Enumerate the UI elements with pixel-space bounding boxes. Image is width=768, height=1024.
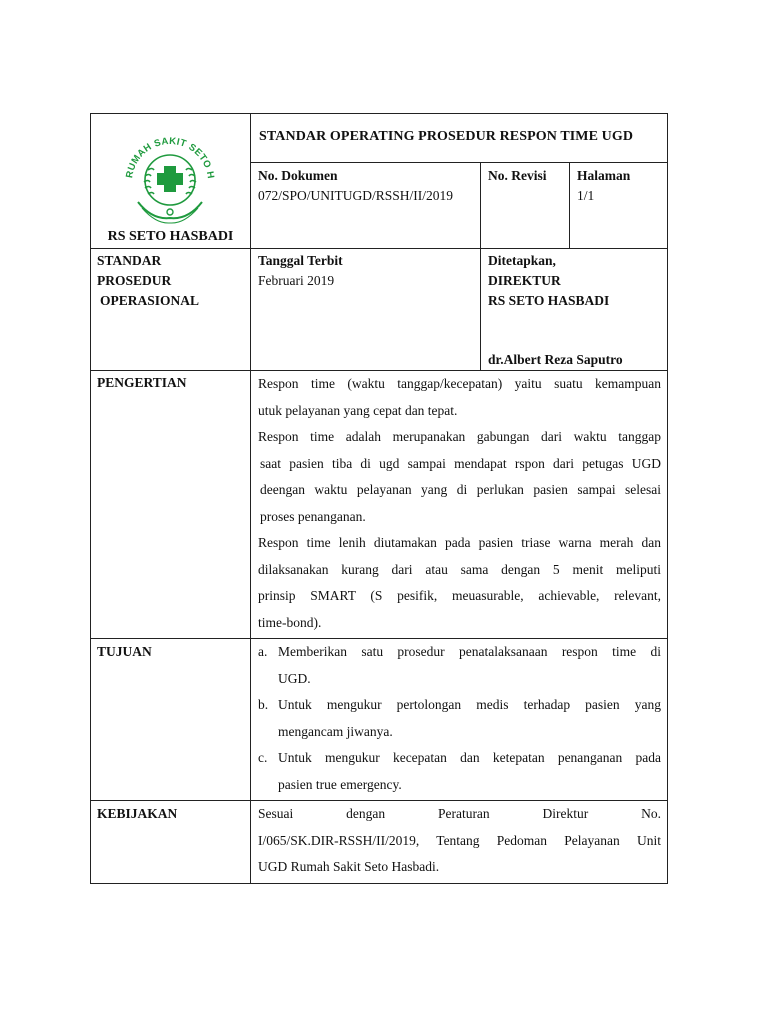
kebijakan-word: Direktur xyxy=(542,806,589,821)
spo-label-line2: PROSEDUR xyxy=(97,273,172,288)
hospital-name: RS SETO HASBADI xyxy=(107,229,234,244)
kebijakan-word: No. xyxy=(641,806,662,821)
pengertian-p2-line4: proses penanganan. xyxy=(260,508,366,524)
tujuan-item-marker: a. xyxy=(258,644,268,659)
kebijakan-label: KEBIJAKAN xyxy=(97,806,178,821)
kebijakan-content xyxy=(251,801,668,884)
spo-label-line3: OPERASIONAL xyxy=(100,293,200,308)
tanggal-label: Tanggal Terbit xyxy=(258,253,343,268)
halaman-label: Halaman xyxy=(577,168,631,183)
pengertian-p2-line2: saat pasien tiba di ugd sampai mendapat rspon dari petugas UGD xyxy=(260,455,662,471)
pengertian-label-cell xyxy=(91,371,251,639)
hospital-cross-emblem-icon xyxy=(118,124,222,228)
tujuan-item xyxy=(251,692,667,745)
pengertian-p1-line2: utuk pelayanan yang cepat dan tepat. xyxy=(258,402,458,418)
tujuan-item-line1: Memberikan satu prosedur penatalaksanaan respon time di xyxy=(278,644,662,659)
direktur-label: DIREKTUR xyxy=(488,273,561,288)
kebijakan-line3: UGD Rumah Sakit Seto Hasbadi. xyxy=(258,859,440,874)
tanggal-cell xyxy=(251,249,481,371)
tanggal-value: Februari 2019 xyxy=(258,273,335,288)
spo-label-cell xyxy=(91,249,251,371)
pengertian-p1-line1: Respon time (waktu tanggap/kecepatan) yaitu suatu kemampuan xyxy=(258,376,662,391)
tujuan-item-marker: c. xyxy=(258,750,268,765)
no-dokumen-value: 072/SPO/UNITUGD/RSSH/II/2019 xyxy=(258,188,454,203)
kebijakan-word: Sesuai xyxy=(258,806,294,821)
tujuan-item-marker: b. xyxy=(258,697,269,712)
no-revisi-cell xyxy=(481,163,570,249)
halaman-cell xyxy=(570,163,668,249)
tujuan-label-cell xyxy=(91,639,251,801)
pengertian-label: PENGERTIAN xyxy=(97,375,187,390)
tujuan-content xyxy=(251,639,668,801)
pengertian-p3-line4: time-bond). xyxy=(258,614,322,630)
kebijakan-line1 xyxy=(251,801,667,828)
tujuan-item-line1: Untuk mengukur kecepatan dan ketepatan penanganan pada xyxy=(278,750,662,765)
logo-ring-text: RUMAH SAKIT SETO H xyxy=(124,135,216,180)
tujuan-label: TUJUAN xyxy=(97,644,152,659)
kebijakan-word: dengan xyxy=(346,806,386,821)
pengertian-p3-line3: prinsip SMART (S pesifik, meuasurable, achievable, relevant, xyxy=(258,588,662,603)
hospital-logo xyxy=(118,124,222,228)
tujuan-item-line1: Untuk mengukur pertolongan medis terhadap pasien yang xyxy=(278,697,662,712)
kebijakan-word: Peraturan xyxy=(437,806,490,821)
pengertian-p3-line1: Respon time lenih diutamakan pada pasien triase warna merah dan xyxy=(258,535,662,550)
tujuan-item-line2: UGD. xyxy=(278,670,311,686)
tujuan-item xyxy=(251,639,667,692)
pengertian-p3-line2: dilaksanakan kurang dari atau sama dengan 5 menit meliputi xyxy=(258,561,662,577)
signatory-name: dr.Albert Reza Saputro xyxy=(488,352,623,367)
spo-label-line1: STANDAR xyxy=(97,253,162,268)
tujuan-item xyxy=(251,745,667,798)
kebijakan-line2: I/065/SK.DIR-RSSH/II/2019, Tentang Pedoman Pelayanan Unit xyxy=(258,832,662,848)
ditetapkan-cell xyxy=(481,249,668,371)
spo-document-table xyxy=(90,113,668,884)
tujuan-item-line2: mengancam jiwanya. xyxy=(278,723,393,739)
halaman-value: 1/1 xyxy=(577,188,595,203)
ditetapkan-label: Ditetapkan, xyxy=(488,253,556,268)
no-dokumen-label: No. Dokumen xyxy=(258,168,338,183)
no-revisi-label: No. Revisi xyxy=(488,168,547,183)
kebijakan-label-cell xyxy=(91,801,251,884)
no-dokumen-cell xyxy=(251,163,481,249)
logo-cell xyxy=(91,114,251,249)
document-title: STANDAR OPERATING PROSEDUR RESPON TIME UGD xyxy=(259,129,634,144)
rs-label: RS SETO HASBADI xyxy=(488,293,610,308)
tujuan-item-line2: pasien true emergency. xyxy=(278,776,402,792)
pengertian-content xyxy=(251,371,668,639)
title-cell xyxy=(251,114,668,163)
pengertian-p2-line1: Respon time adalah merupanakan gabungan dari waktu tanggap xyxy=(258,429,662,444)
pengertian-p2-line3: deengan waktu pelayanan yang di perlukan pasien sampai selesai xyxy=(260,482,662,497)
